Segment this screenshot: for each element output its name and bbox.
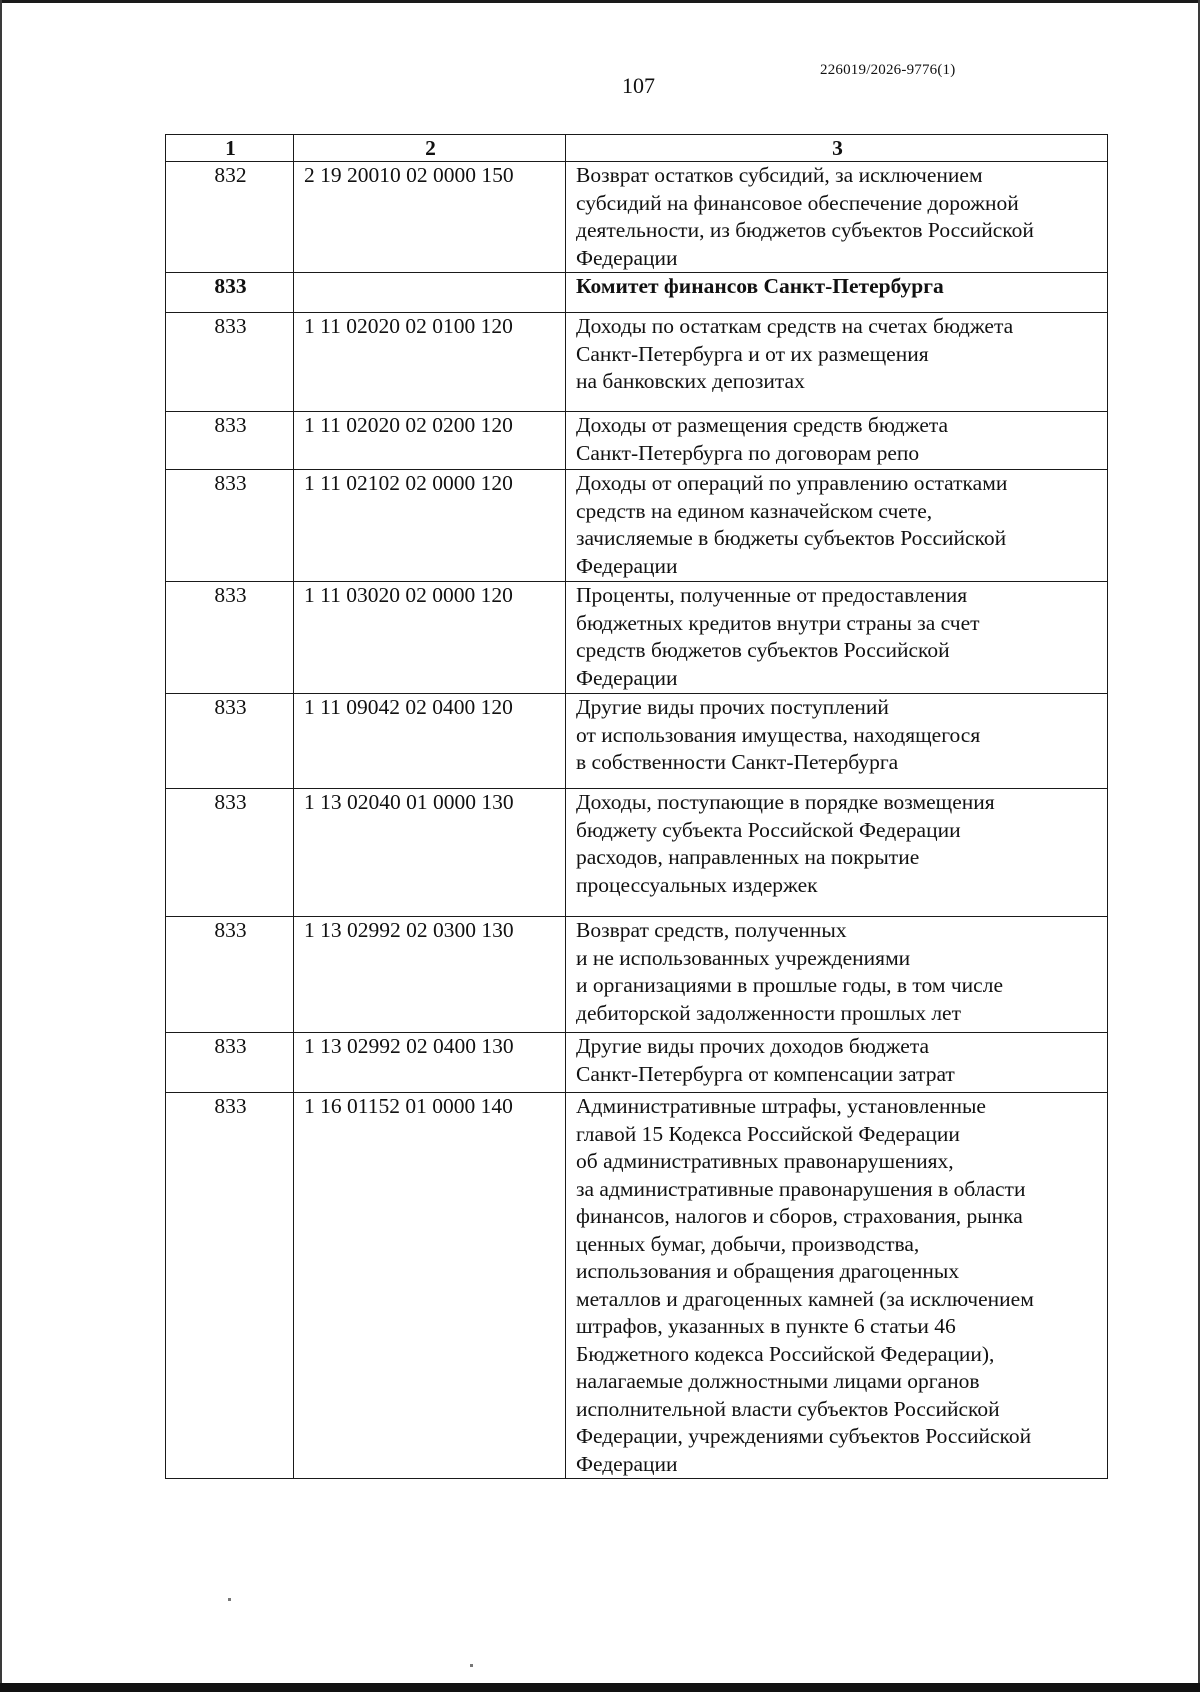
budget-code-cell: 1 16 01152 01 0000 140 <box>294 1093 566 1479</box>
column-header-2: 2 <box>294 135 566 162</box>
admin-code-cell: 833 <box>166 313 294 412</box>
admin-code-cell: 833 <box>166 789 294 917</box>
table-body <box>166 162 1108 1479</box>
scan-speck <box>228 1598 231 1601</box>
table-row <box>166 1033 1108 1093</box>
revenue-name-cell: Доходы от размещения средств бюджета Санкт-Петербурга по договорам репо <box>566 412 1108 470</box>
revenue-name-cell: Доходы, поступающие в порядке возмещения бюджету субъекта Российской Федерации расходов, направленных на покрытие процессуальных издержек <box>566 789 1108 917</box>
revenue-name-cell: Проценты, полученные от предоставления бюджетных кредитов внутри страны за счет средств бюджетов субъектов Российской Федерации <box>566 582 1108 694</box>
table-row <box>166 917 1108 1033</box>
document-id: 226019/2026-9776(1) <box>820 62 956 78</box>
scan-border-bottom <box>0 1683 1200 1692</box>
table-row <box>166 162 1108 273</box>
table-row <box>166 1093 1108 1479</box>
column-header-1: 1 <box>166 135 294 162</box>
revenue-name-cell: Доходы по остаткам средств на счетах бюджета Санкт-Петербурга и от их размещения на банковских депозитах <box>566 313 1108 412</box>
budget-classification-table <box>165 134 1108 1479</box>
scan-border-top <box>0 0 1200 3</box>
budget-code-cell: 2 19 20010 02 0000 150 <box>294 162 566 273</box>
table-row <box>166 412 1108 470</box>
table-row <box>166 273 1108 313</box>
table-row <box>166 470 1108 582</box>
budget-code-cell: 1 11 02102 02 0000 120 <box>294 470 566 582</box>
admin-code-cell: 833 <box>166 470 294 582</box>
admin-code-cell: 833 <box>166 273 294 313</box>
table-row <box>166 789 1108 917</box>
page-number: 107 <box>622 73 655 98</box>
admin-code-cell: 833 <box>166 917 294 1033</box>
budget-code-cell: 1 11 03020 02 0000 120 <box>294 582 566 694</box>
scan-speck <box>470 1664 473 1667</box>
scan-border-left <box>0 0 2 1692</box>
revenue-name-cell: Возврат остатков субсидий, за исключением субсидий на финансовое обеспечение дорожной деятельности, из бюджетов субъектов Российской Федерации <box>566 162 1108 273</box>
revenue-name-cell: Доходы от операций по управлению остатками средств на едином казначейском счете, зачисляемые в бюджеты субъектов Российской Федерации <box>566 470 1108 582</box>
table-row <box>166 694 1108 789</box>
admin-code-cell: 833 <box>166 1033 294 1093</box>
table-row <box>166 313 1108 412</box>
budget-code-cell: 1 13 02992 02 0400 130 <box>294 1033 566 1093</box>
revenue-name-cell: Другие виды прочих поступлений от использования имущества, находящегося в собственности Санкт-Петербурга <box>566 694 1108 789</box>
budget-code-cell: 1 11 09042 02 0400 120 <box>294 694 566 789</box>
revenue-name-cell: Комитет финансов Санкт-Петербурга <box>566 273 1108 313</box>
budget-code-cell: 1 11 02020 02 0200 120 <box>294 412 566 470</box>
budget-code-cell: 1 11 02020 02 0100 120 <box>294 313 566 412</box>
budget-code-cell: 1 13 02040 01 0000 130 <box>294 789 566 917</box>
admin-code-cell: 832 <box>166 162 294 273</box>
revenue-name-cell: Административные штрафы, установленные главой 15 Кодекса Российской Федерации об административных правонарушениях, за административные правонарушения в области финансов, налогов и сборов, страхования, рынка ценных бумаг, добычи, производства, использования и обращения драгоценных металлов и драгоценных камней (за исключением штрафов, указанных в пункте 6 статьи 46 Бюджетного кодекса Российской Федерации), налагаемые должностными лицами органов исполнительной власти субъектов Российской Федерации, учреждениями субъектов Российской Федерации <box>566 1093 1108 1479</box>
admin-code-cell: 833 <box>166 582 294 694</box>
revenue-name-cell: Возврат средств, полученных и не использованных учреждениями и организациями в прошлые годы, в том числе дебиторской задолженности прошлых лет <box>566 917 1108 1033</box>
column-header-3: 3 <box>566 135 1108 162</box>
revenue-name-cell: Другие виды прочих доходов бюджета Санкт-Петербурга от компенсации затрат <box>566 1033 1108 1093</box>
admin-code-cell: 833 <box>166 412 294 470</box>
table-header-row <box>166 135 1108 162</box>
admin-code-cell: 833 <box>166 694 294 789</box>
table-row <box>166 582 1108 694</box>
budget-code-cell <box>294 273 566 313</box>
admin-code-cell: 833 <box>166 1093 294 1479</box>
budget-code-cell: 1 13 02992 02 0300 130 <box>294 917 566 1033</box>
